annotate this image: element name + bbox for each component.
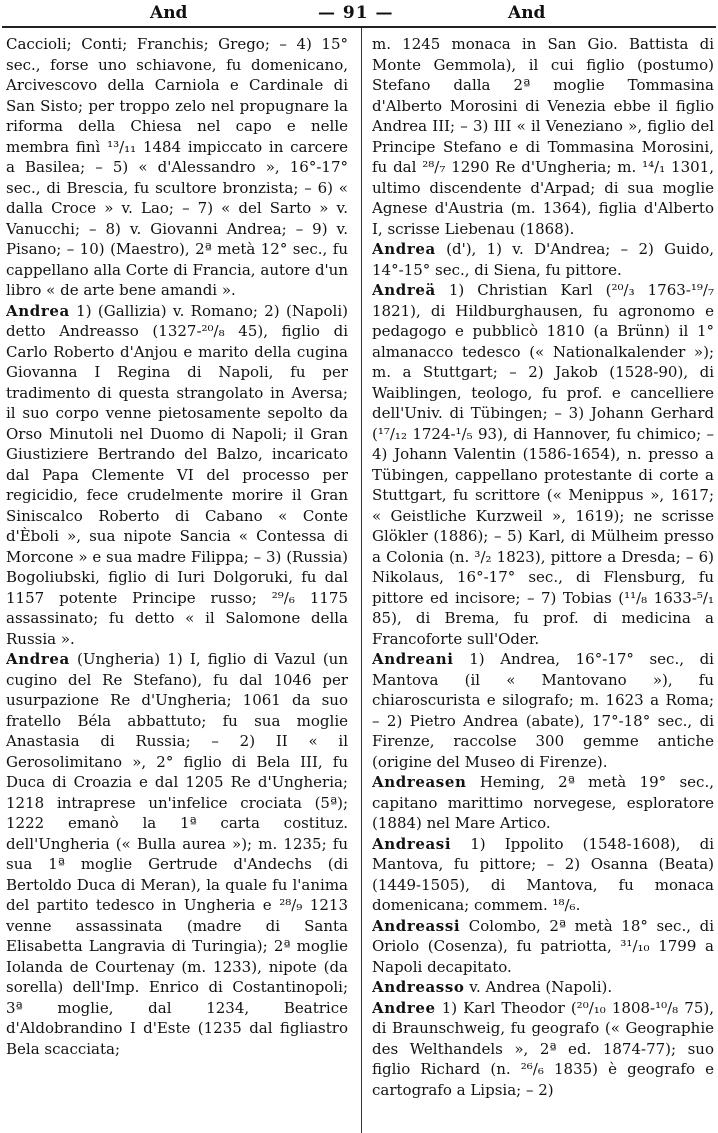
entry-headword: Andrea bbox=[372, 240, 436, 258]
entry-headword: Andreassi bbox=[372, 916, 461, 935]
entry bbox=[6, 34, 348, 301]
running-head-left: And bbox=[150, 3, 188, 23]
left-column bbox=[6, 34, 348, 1130]
page-header bbox=[0, 0, 718, 28]
entry bbox=[372, 916, 714, 978]
entry bbox=[372, 239, 714, 280]
entry-text: (d'), 1) v. D'Andrea; – 2) Guido, 14°-15° sec., di Siena, fu pittore. bbox=[372, 240, 714, 279]
entry-headword: Andreasso bbox=[372, 978, 465, 996]
entry bbox=[372, 280, 714, 649]
entry-text: 1) Andrea, 16°-17° sec., di Mantova (il « Mantovano »), fu chiaroscurista e silografo; m. 1623 a Roma; – 2) Pietro Andrea (abate), 17°-18° sec., di Firenze, raccolse 300 gemme antiche (origine del Museo di Firenze). bbox=[372, 650, 714, 771]
right-column bbox=[372, 34, 714, 1130]
entry bbox=[6, 649, 348, 1059]
entry-headword: Andreasi bbox=[372, 834, 452, 853]
entry-headword: Andrea bbox=[6, 301, 70, 320]
entry-text: (Ungheria) 1) I, figlio di Vazul (un cugino del Re Stefano), fu dal 1046 per usurpazione Re d'Ungheria; 1061 da suo fratello Béla abbattuto; fu sua moglie Anastasia di Russia; – 2) II « il Gerosolimitano », 2° figlio di Bela III, fu Duca di Croazia e dal 1205 Re d'Ungheria; 1218 intraprese un'infelice crociata (5ª); 1222 emanò la 1ª carta costituz. dell'Ungheria (« Bulla aurea »); m. 1235; fu sua 1ª moglie Gertrude d'Andechs (di Bertoldo Duca di Meran), la quale fu l'anima del partito tedesco in Ungheria e ²⁸/₉ 1213 venne assassinata (madre di Santa Elisabetta Langravia di Turingia); 2ª moglie Iolanda de Courtenay (m. 1233), nipote (da sorella) dell'Imp. Enrico di Costantinopoli; 3ª moglie, dal 1234, Beatrice d'Aldobrandino I d'Este (1235 dal figliastro Bela scacciata; bbox=[6, 650, 348, 1058]
entry-text: 1) (Gallizia) v. Romano; 2) (Napoli) detto Andreasso (1327-²⁰/₈ 45), figlio di Carlo Roberto d'Anjou e marito della cugina Giovanna I Regina di Napoli, fu per tradimento di questa strangolato in Aversa; il suo corpo venne pietosamente sepolto da Orso Minutoli nel Duomo di Napoli; il Gran Giustiziere Bertrando del Balzo, incaricato dal Papa Clemente VI del processo per regicidio, fece crudelmente morire il Gran Siniscalco Roberto di Cabano « Conte d'Èboli », sua nipote Sancia « Contessa di Morcone » e sua madre Filippa; – 3) (Russia) Bogoliubski, figlio di Iuri Dolgoruki, fu dal 1157 potente Principe russo; ²⁹/₆ 1175 assassinato; fu detto « il Salomone della Russia ». bbox=[6, 301, 348, 648]
entry-text: m. 1245 monaca in San Gio. Battista di Monte Gemmola), il cui figlio (postumo) Stefano dalla 2ª moglie Tommasina d'Alberto Morosini di Venezia ebbe il figlio Andrea III; – 3) III « il Veneziano », figlio del Principe Stefano e di Tommasina Morosini, fu dal ²⁸/₇ 1290 Re d'Ungheria; m. ¹⁴/₁ 1301, ultimo discendente d'Arpad; di sua moglie Agnese d'Austria (m. 1364), figlia d'Alberto I, scrisse Liebenau (1868). bbox=[372, 35, 714, 238]
entry bbox=[372, 977, 714, 998]
entry bbox=[6, 301, 348, 650]
entry-text: 1) Ippolito (1548-1608), di Mantova, fu pittore; – 2) Osanna (Beata) (1449-1505), di Mantova, fu monaca domenicana; commem. ¹⁸/₆. bbox=[372, 834, 714, 914]
column-divider bbox=[361, 28, 362, 1133]
entry bbox=[372, 772, 714, 834]
header-rule bbox=[2, 26, 716, 28]
entry-headword: Andree bbox=[372, 998, 436, 1017]
entry-text: Heming, 2ª metà 19° sec., capitano marittimo norvegese, esploratore (1884) nel Mare Artico. bbox=[372, 773, 714, 832]
entry-text: v. Andrea (Napoli). bbox=[469, 978, 613, 996]
entry-headword: Andreani bbox=[372, 650, 454, 668]
entry-text: 1) Christian Karl (²⁰/₃ 1763-¹⁹/₇ 1821), di Hildburghausen, fu agronomo e pedagogo e pubblicò 1810 (a Brünn) il 1° almanacco tedesco (« Nationalkalender »); m. a Stuttgart; – 2) Jakob (1528-90), di Waiblingen, teologo, fu prof. e cancelliere dell'Univ. di Tübingen; – 3) Johann Gerhard (¹⁷/₁₂ 1724-¹/₅ 93), di Hannover, fu chimico; – 4) Johann Valentin (1586-1654), n. presso a Tübingen, cappellano protestante di corte a Stuttgart, fu scrittore (« Menippus », 1617; « Geistliche Kurzweil », 1619); ne scrisse Glökler (1886); – 5) Karl, di Mülheim presso a Colonia (n. ³/₂ 1823), pittore a Dresda; – 6) Nikolaus, 16°-17° sec., di Flensburg, fu pittore ed incisore; – 7) Tobias (¹¹/₈ 1633-⁵/₁ 85), di Brema, fu prof. di medicina a Francoforte sull'Oder. bbox=[372, 281, 714, 648]
entry bbox=[372, 649, 714, 772]
entry bbox=[372, 834, 714, 916]
entry-text: 1) Karl Theodor (²⁰/₁₀ 1808-¹⁰/₈ 75), di Braunschweig, fu geografo (« Geographie des Welthandels », 2ª ed. 1874-77); suo figlio Richard (n. ²⁶/₆ 1835) è geografo e cartografo a Lipsia; – 2) bbox=[372, 998, 714, 1099]
entry-headword: Andrea bbox=[6, 650, 70, 668]
entry-headword: Andreä bbox=[372, 281, 436, 299]
entry bbox=[372, 998, 714, 1101]
entry-headword: Andreasen bbox=[372, 773, 467, 791]
entry-text: Caccioli; Conti; Franchis; Grego; – 4) 15° sec., forse uno schiavone, fu domenicano, Arcivescovo della Carniola e Cardinale di San Sisto; per troppo zelo nel propugnare la riforma della Chiesa nel capo e nelle membra finì ¹³/₁₁ 1484 impiccato in carcere a Basilea; – 5) « d'Alessandro », 16°-17° sec., di Brescia, fu scultore bronzista; – 6) « dalla Croce » v. Lao; – 7) « del Sarto » v. Vanucchi; – 8) v. Giovanni Andrea; – 9) v. Pisano; – 10) (Maestro), 2ª metà 12° sec., fu cappellano alla Corte di Francia, autore d'un libro « de arte bene amandi ». bbox=[6, 35, 348, 299]
entry-text: Colombo, 2ª metà 18° sec., di Oriolo (Cosenza), fu patriotta, ³¹/₁₀ 1799 a Napoli decapitato. bbox=[372, 916, 714, 976]
running-head-right: And bbox=[508, 3, 546, 23]
entry bbox=[372, 34, 714, 239]
page-number: — 91 — bbox=[318, 3, 394, 23]
